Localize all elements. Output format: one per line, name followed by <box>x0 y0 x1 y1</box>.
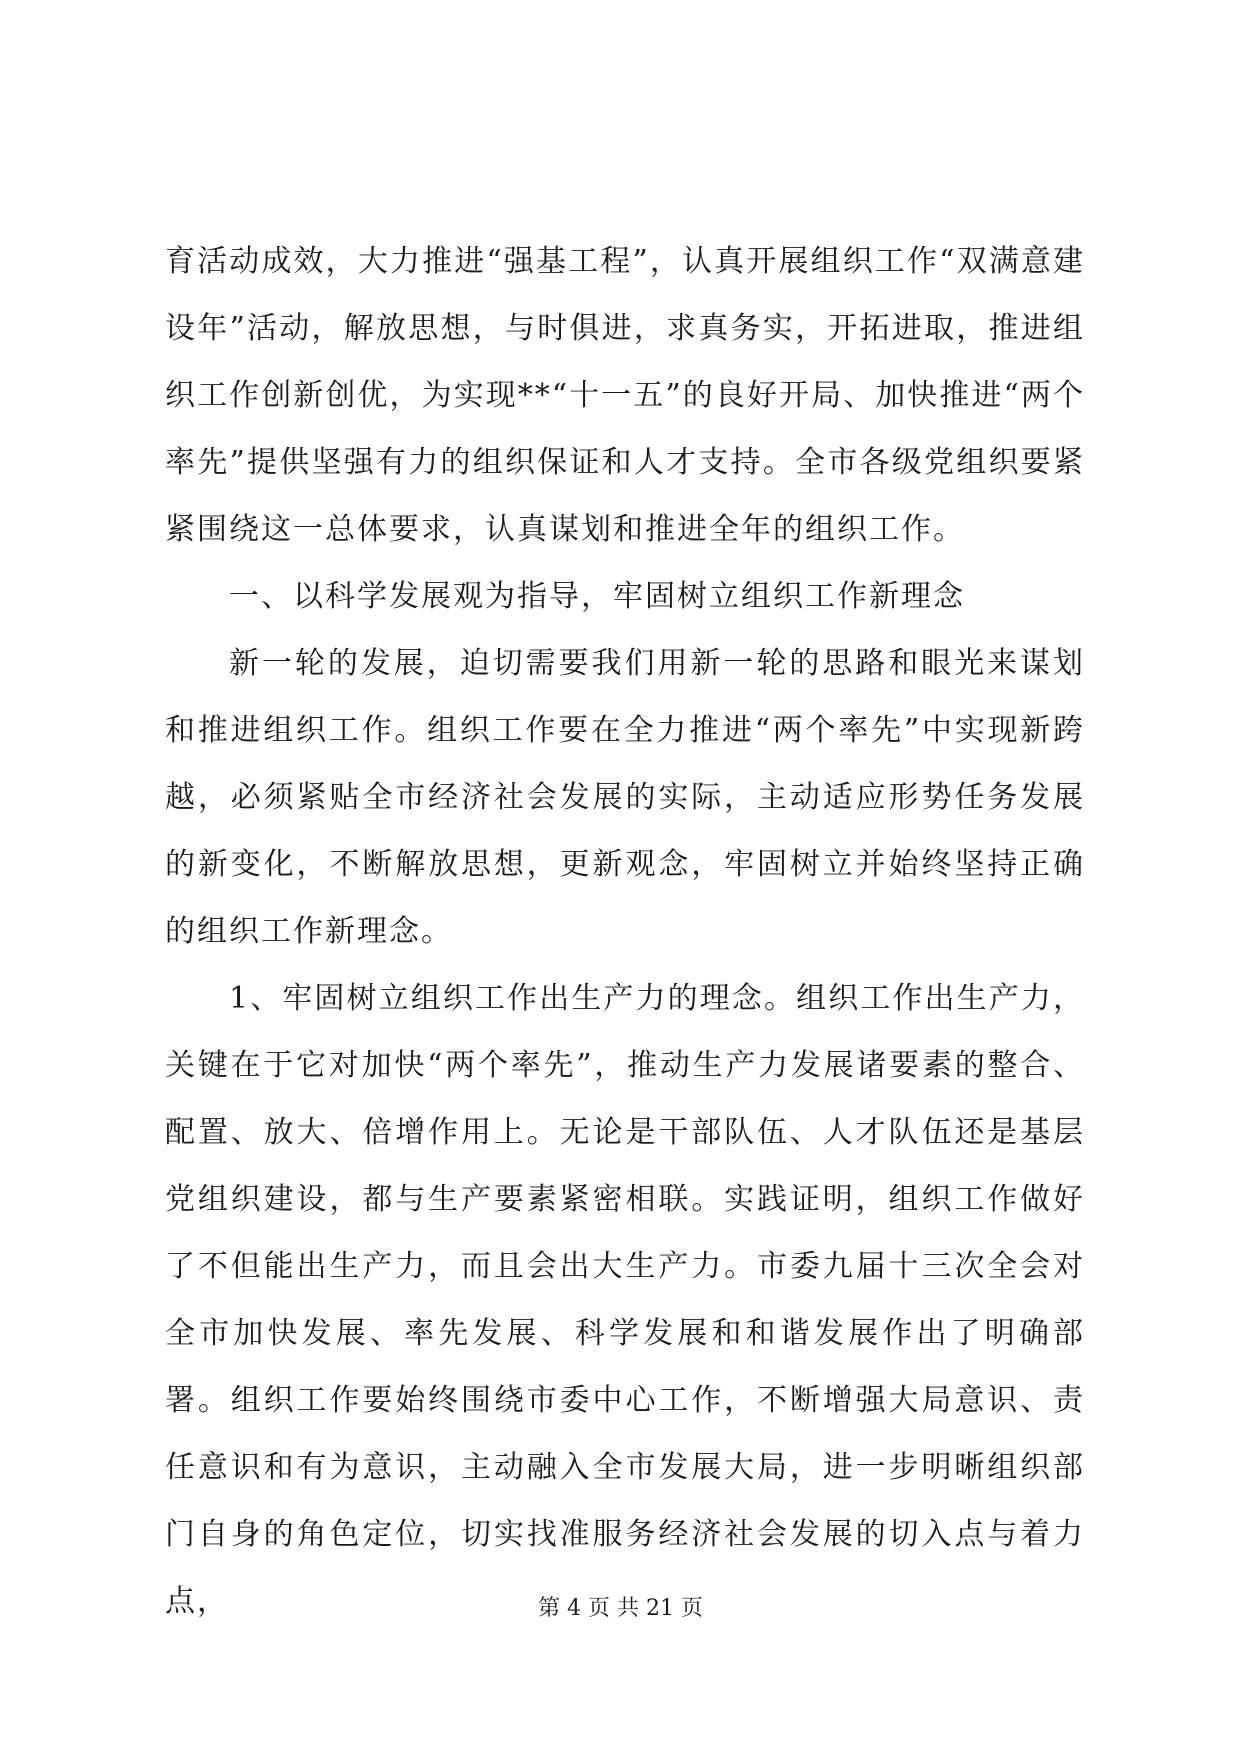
page-footer: 第 4 页 共 21 页 <box>538 1596 703 1621</box>
document-body <box>165 228 1085 1635</box>
paragraph: 1、牢固树立组织工作出生产力的理念。组织工作出生产力，关键在于它对加快“两个率先”，推动生产力发展诸要素的整合、配置、放大、倍增作用上。无论是干部队伍、人才队伍还是基层党组织建设，都与生产要素紧密相联。实践证明，组织工作做好了不但能出生产力，而且会出大生产力。市委九届十三次全会对全市加快发展、率先发展、科学发展和和谐发展作出了明确部署。组织工作要始终围绕市委中心工作，不断增强大局意识、责任意识和有为意识，主动融入全市发展大局，进一步明晰组织部门自身的角色定位，切实找准服务经济社会发展的切入点与着力点， <box>165 981 1085 1619</box>
section-heading: 一、以科学发展观为指导，牢固树立组织工作新理念 <box>229 579 965 614</box>
paragraph-continuation: 育活动成效，大力推进“强基工程”，认真开展组织工作“双满意建设年”活动，解放思想，与时俱进，求真务实，开拓进取，推进组织工作创新创优，为实现**“十一五”的良好开局、加快推进“两个率先”提供坚强有力的组织保证和人才支持。全市各级党组织要紧紧围绕这一总体要求，认真谋划和推进全年的组织工作。 <box>165 244 1085 547</box>
paragraph: 新一轮的发展，迫切需要我们用新一轮的思路和眼光来谋划和推进组织工作。组织工作要在全力推进“两个率先”中实现新跨越，必须紧贴全市经济社会发展的实际，主动适应形势任务发展的新变化，不断解放思想，更新观念，牢固树立并始终坚持正确的组织工作新理念。 <box>165 646 1085 949</box>
